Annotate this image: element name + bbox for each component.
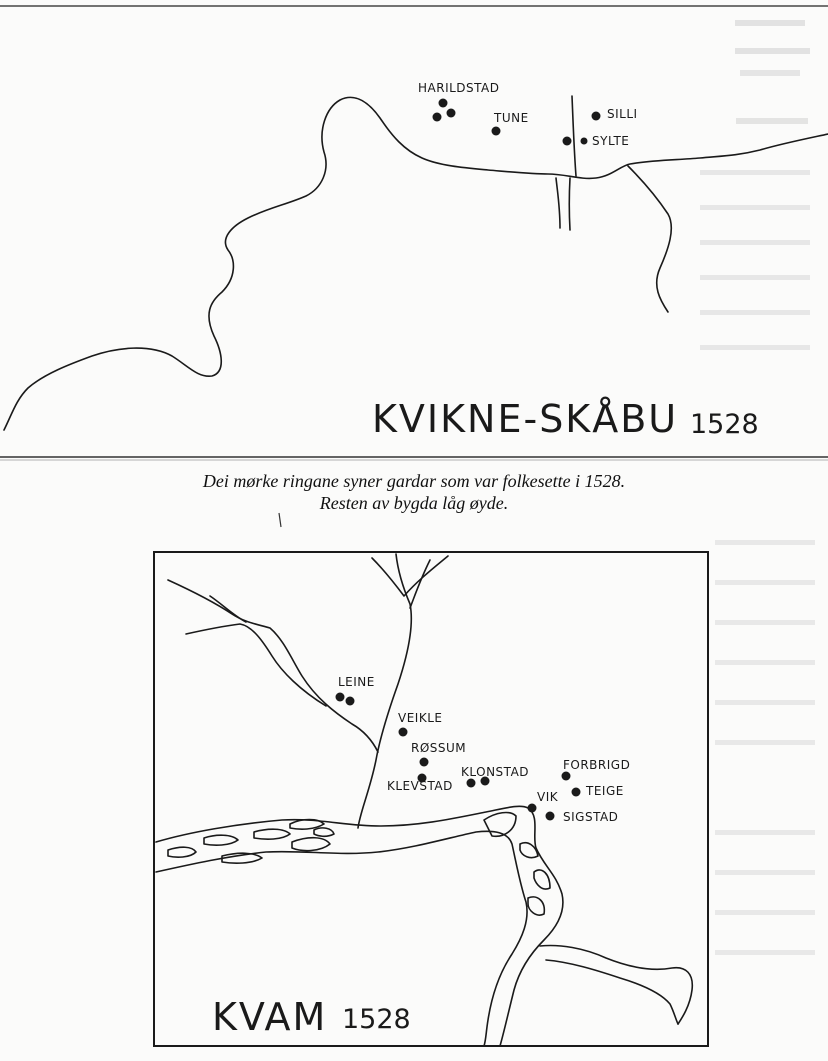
farm-dot (492, 127, 501, 136)
caption-line-2: Resten av bygda låg øyde. (319, 493, 509, 513)
farm-dot (581, 138, 588, 145)
farm-dot (420, 758, 429, 767)
stream-line (628, 166, 671, 312)
island-shape (204, 835, 238, 845)
place-label-leine: LEINE (338, 675, 375, 689)
place-label-klonstad: KLONSTAD (461, 765, 530, 779)
map-title-kvam: KVAM (212, 995, 328, 1039)
river-line (572, 96, 576, 176)
tributary-line (186, 624, 326, 706)
river-line (556, 178, 560, 228)
farm-dot (562, 772, 571, 781)
place-label-silli: SILLI (607, 107, 638, 121)
map-kvikne-skabu (0, 6, 828, 460)
farm-dot (563, 137, 572, 146)
farm-dot (336, 693, 345, 702)
farm-dot (592, 112, 601, 121)
valley-boundary-line (4, 97, 828, 430)
place-label-vik: VIK (537, 790, 559, 804)
river-branch-line (410, 560, 430, 608)
farm-dot (439, 99, 448, 108)
place-label-rossum: RØSSUM (411, 741, 467, 755)
island-shape (314, 828, 334, 836)
river-branch-line (372, 556, 448, 596)
farm-dot (447, 109, 456, 118)
place-label-sigstad: SIGSTAD (563, 810, 619, 824)
place-label-klevstad: KLEVSTAD (387, 779, 453, 793)
place-label-teige: TEIGE (586, 784, 624, 798)
place-label-sylte: SYLTE (592, 134, 630, 148)
farm-dot (546, 812, 555, 821)
map-year-bottom: 1528 (342, 1004, 411, 1035)
farm-dot (346, 697, 355, 706)
farm-dot (528, 804, 537, 813)
farm-dot (572, 788, 581, 797)
island-shape (168, 847, 196, 857)
farm-dot (433, 113, 442, 122)
stray-mark (279, 513, 281, 527)
place-label-harildstad: HARILDSTAD (418, 81, 500, 95)
river-line (569, 178, 570, 230)
place-label-veikle: VEIKLE (398, 711, 443, 725)
map-kvam (154, 552, 708, 1046)
map-year-top: 1528 (690, 409, 759, 440)
caption-line-1: Dei mørke ringane syner gardar som var folkesette i 1528. (202, 471, 626, 491)
island-shape (254, 829, 290, 839)
island-shape (292, 838, 330, 851)
island-shape (534, 870, 550, 889)
place-label-forbrigd: FORBRIGD (563, 758, 631, 772)
tributary-line (540, 946, 692, 1025)
map-frame (154, 552, 708, 1046)
tributary-line (168, 580, 378, 752)
farm-dot (399, 728, 408, 737)
island-shape (528, 897, 544, 915)
river-islands (168, 813, 550, 916)
tributary-line (210, 596, 246, 622)
farm-dot (467, 779, 476, 788)
place-label-tune: TUNE (494, 111, 529, 125)
map-title-kvikne-skabu: KVIKNE-SKÅBU (372, 397, 679, 441)
